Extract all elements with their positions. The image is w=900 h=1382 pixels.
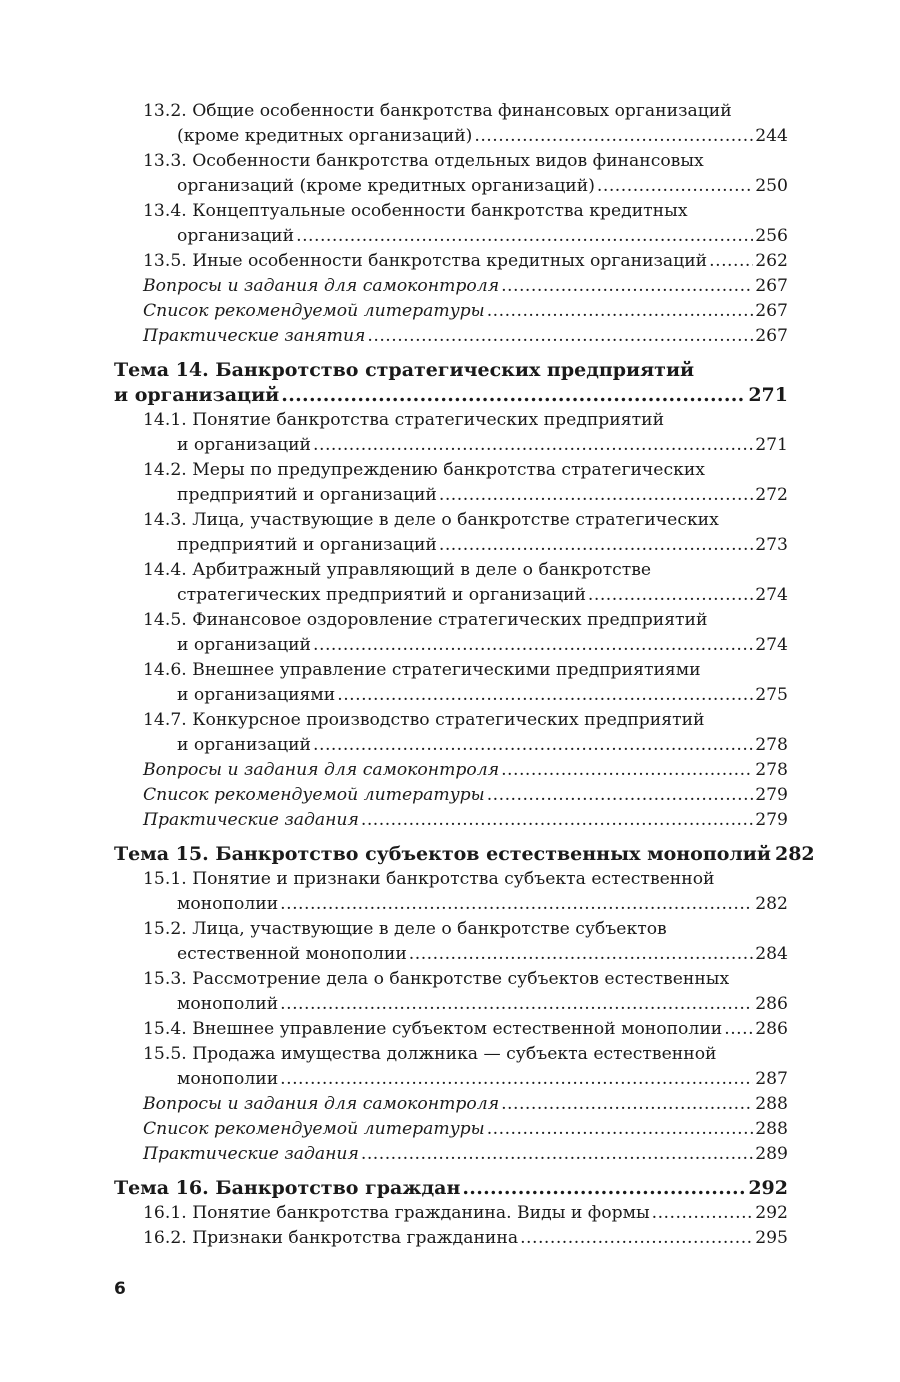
toc-section-title-line: [143, 433, 788, 458]
toc-page-number: 256: [755, 226, 788, 246]
toc-item-title: Список рекомендуемой литературы: [143, 301, 485, 321]
dot-leader: [439, 533, 753, 558]
dot-leader: [501, 758, 753, 783]
toc-section: [114, 1201, 788, 1226]
toc-section-title: стратегических предприятий и организаций: [177, 585, 586, 605]
toc-section-title: и организаций: [177, 435, 312, 455]
toc-section-title-line1: 14.6. Внешнее управление стратегическими предприятиями: [143, 660, 701, 680]
dot-leader: [281, 383, 746, 408]
toc-section-title-line: [143, 1067, 788, 1092]
toc-page-number: 289: [755, 1144, 788, 1164]
toc-section-title-line1: 14.4. Арбитражный управляющий в деле о банкротстве: [143, 560, 652, 580]
dot-leader: [280, 892, 753, 917]
toc-section-title-line1: 14.3. Лица, участвующие в деле о банкротстве стратегических: [143, 510, 719, 530]
toc-section-title-line: [143, 733, 788, 758]
toc-section-title-line: [143, 1226, 788, 1251]
toc-item: [114, 274, 788, 299]
table-of-contents: [114, 99, 815, 1251]
toc-item-title: Вопросы и задания для самоконтроля: [143, 1094, 500, 1114]
toc-item-title: Список рекомендуемой литературы: [143, 1119, 485, 1139]
toc-section-title-line1: 15.3. Рассмотрение дела о банкротстве субъектов естественных: [143, 969, 730, 989]
dot-leader: [724, 1017, 753, 1042]
toc-section: [114, 1017, 788, 1042]
toc-item-title: Вопросы и задания для самоконтроля: [143, 760, 500, 780]
dot-leader: [487, 783, 754, 808]
toc-page-number: 267: [755, 276, 788, 296]
dot-leader: [313, 433, 753, 458]
toc-section: [114, 917, 788, 967]
toc-page-number: 284: [755, 944, 788, 964]
toc-item-line: [143, 299, 788, 324]
dot-leader: [409, 942, 753, 967]
toc-item: [114, 1092, 788, 1117]
toc-section-title: 13.5. Иные особенности банкротства кредитных организаций: [143, 251, 708, 271]
toc-section-title: (кроме кредитных организаций): [177, 126, 473, 146]
toc-section-title: организаций: [177, 226, 295, 246]
toc-page-number: 292: [748, 1177, 788, 1199]
toc-item-title: Список рекомендуемой литературы: [143, 785, 485, 805]
toc-item: [114, 1117, 788, 1142]
toc-section-title-line: [143, 1201, 788, 1226]
toc-page-number: 282: [774, 843, 815, 865]
toc-section-title-line: [143, 992, 788, 1017]
toc-section-title: и организаций: [177, 635, 312, 655]
dot-leader: [501, 1092, 753, 1117]
toc-page-number: 250: [755, 176, 788, 196]
dot-leader: [709, 249, 753, 274]
dot-leader: [487, 299, 754, 324]
toc-page-number: 262: [755, 251, 788, 271]
toc-item: [114, 299, 788, 324]
dot-leader: [367, 324, 753, 349]
toc-section-title-line: [143, 483, 788, 508]
toc-section-title: 15.4. Внешнее управление субъектом естественной монополии: [143, 1019, 723, 1039]
toc-item-line: [143, 1092, 788, 1117]
toc-page-number: 286: [755, 1019, 788, 1039]
toc-item: [114, 808, 788, 833]
toc-section: [114, 658, 788, 708]
toc-item-title: Практические задания: [143, 810, 359, 830]
toc-item-line: [143, 1142, 788, 1167]
toc-section-title-line1: 13.4. Концептуальные особенности банкротства кредитных: [143, 201, 688, 221]
toc-section: [114, 149, 788, 199]
toc-section-title-line1: 15.1. Понятие и признаки банкротства субъекта естественной: [143, 869, 715, 889]
toc-section-title-line1: 15.2. Лица, участвующие в деле о банкротстве субъектов: [143, 919, 667, 939]
toc-section-title-line: [143, 1017, 788, 1042]
toc-section: [114, 508, 788, 558]
toc-page-number: 282: [755, 894, 788, 914]
toc-page-number: 271: [748, 384, 788, 406]
toc-item-line: [143, 758, 788, 783]
toc-section-title: 16.2. Признаки банкротства гражданина: [143, 1228, 519, 1248]
dot-leader: [313, 733, 753, 758]
toc-page-number: 271: [755, 435, 788, 455]
toc-topic: [114, 358, 788, 408]
toc-section: [114, 608, 788, 658]
toc-item: [114, 783, 788, 808]
toc-page-number: 272: [755, 485, 788, 505]
toc-page-number: 287: [755, 1069, 788, 1089]
toc-section-title-line1: 14.2. Меры по предупреждению банкротства стратегических: [143, 460, 705, 480]
toc-page-number: 274: [755, 635, 788, 655]
toc-item: [114, 324, 788, 349]
toc-page-number: 279: [755, 785, 788, 805]
dot-leader: [313, 633, 753, 658]
toc-topic: [114, 842, 815, 867]
dot-leader: [501, 274, 753, 299]
toc-section: [114, 1226, 788, 1251]
dot-leader: [361, 808, 753, 833]
toc-section-title: естественной монополии: [177, 944, 407, 964]
toc-section-title-line: [143, 124, 788, 149]
toc-section-title-line1: 14.5. Финансовое оздоровление стратегических предприятий: [143, 610, 708, 630]
toc-section-title-line: [143, 683, 788, 708]
toc-page-number: 274: [755, 585, 788, 605]
toc-section-title: и организациями: [177, 685, 336, 705]
toc-section: [114, 408, 788, 458]
toc-item-line: [143, 783, 788, 808]
toc-item-line: [143, 1117, 788, 1142]
toc-section: [114, 708, 788, 758]
toc-page-number: 275: [755, 685, 788, 705]
toc-section-title-line: [143, 633, 788, 658]
toc-page-number: 286: [755, 994, 788, 1014]
toc-topic-title-line: [114, 383, 788, 408]
toc-page-number: 267: [755, 326, 788, 346]
toc-section-title: монополий: [177, 994, 279, 1014]
toc-section-title-line: [143, 249, 788, 274]
toc-topic-title-line: [114, 842, 815, 867]
toc-item-line: [143, 274, 788, 299]
toc-topic-title-line: [114, 1176, 788, 1201]
toc-section-title-line: [143, 942, 788, 967]
dot-leader: [487, 1117, 754, 1142]
dot-leader: [520, 1226, 753, 1251]
dot-leader: [337, 683, 753, 708]
toc-page-number: 279: [755, 810, 788, 830]
toc-item-title: Вопросы и задания для самоконтроля: [143, 276, 500, 296]
toc-section-title-line: [143, 174, 788, 199]
toc-page-number: 244: [755, 126, 788, 146]
toc-section-title: предприятий и организаций: [177, 485, 437, 505]
toc-section: [114, 199, 788, 249]
dot-leader: [474, 124, 753, 149]
toc-section-title-line: [143, 583, 788, 608]
toc-item: [114, 758, 788, 783]
toc-item: [114, 1142, 788, 1167]
toc-section: [114, 1042, 788, 1092]
dot-leader: [296, 224, 753, 249]
toc-page-number: 278: [755, 760, 788, 780]
dot-leader: [361, 1142, 753, 1167]
toc-section: [114, 458, 788, 508]
toc-section-title: монополии: [177, 1069, 279, 1089]
toc-page-number: 273: [755, 535, 788, 555]
dot-leader: [652, 1201, 754, 1226]
toc-page-number: 267: [755, 301, 788, 321]
toc-section: [114, 99, 788, 149]
dot-leader: [462, 1176, 746, 1201]
toc-page-number: 292: [755, 1203, 788, 1223]
toc-topic: [114, 1176, 788, 1201]
toc-section-title: предприятий и организаций: [177, 535, 437, 555]
toc-page-number: 295: [755, 1228, 788, 1248]
toc-section-title: организаций (кроме кредитных организаций): [177, 176, 595, 196]
toc-section-title-line: [143, 892, 788, 917]
page-number: 6: [114, 1279, 126, 1299]
dot-leader: [597, 174, 753, 199]
toc-page-number: 288: [755, 1119, 788, 1139]
toc-item-title: Практические занятия: [143, 326, 366, 346]
dot-leader: [588, 583, 753, 608]
dot-leader: [280, 1067, 753, 1092]
toc-topic-title-line1: Тема 14. Банкротство стратегических предприятий: [114, 359, 695, 381]
toc-page-number: 288: [755, 1094, 788, 1114]
toc-item-line: [143, 808, 788, 833]
toc-item-title: Практические задания: [143, 1144, 359, 1164]
toc-section-title-line: [143, 533, 788, 558]
toc-section-title-line: [143, 224, 788, 249]
toc-section-title-line1: 14.1. Понятие банкротства стратегических предприятий: [143, 410, 665, 430]
toc-section-title: и организаций: [177, 735, 312, 755]
toc-section: [114, 967, 788, 1017]
toc-section-title-line1: 13.2. Общие особенности банкротства финансовых организаций: [143, 101, 732, 121]
toc-item-line: [143, 324, 788, 349]
toc-topic-title: Тема 16. Банкротство граждан: [114, 1177, 461, 1199]
toc-page-number: 278: [755, 735, 788, 755]
toc-section-title: монополии: [177, 894, 279, 914]
dot-leader: [280, 992, 753, 1017]
toc-section-title-line1: 13.3. Особенности банкротства отдельных видов финансовых: [143, 151, 704, 171]
toc-section: [114, 558, 788, 608]
toc-section-title-line1: 15.5. Продажа имущества должника — субъекта естественной: [143, 1044, 717, 1064]
toc-topic-title: Тема 15. Банкротство субъектов естественных монополий: [114, 843, 771, 865]
toc-section-title: 16.1. Понятие банкротства гражданина. Виды и формы: [143, 1203, 650, 1223]
toc-section: [114, 867, 788, 917]
dot-leader: [439, 483, 753, 508]
toc-topic-title: и организаций: [114, 384, 280, 406]
toc-section-title-line1: 14.7. Конкурсное производство стратегических предприятий: [143, 710, 705, 730]
toc-section: [114, 249, 788, 274]
